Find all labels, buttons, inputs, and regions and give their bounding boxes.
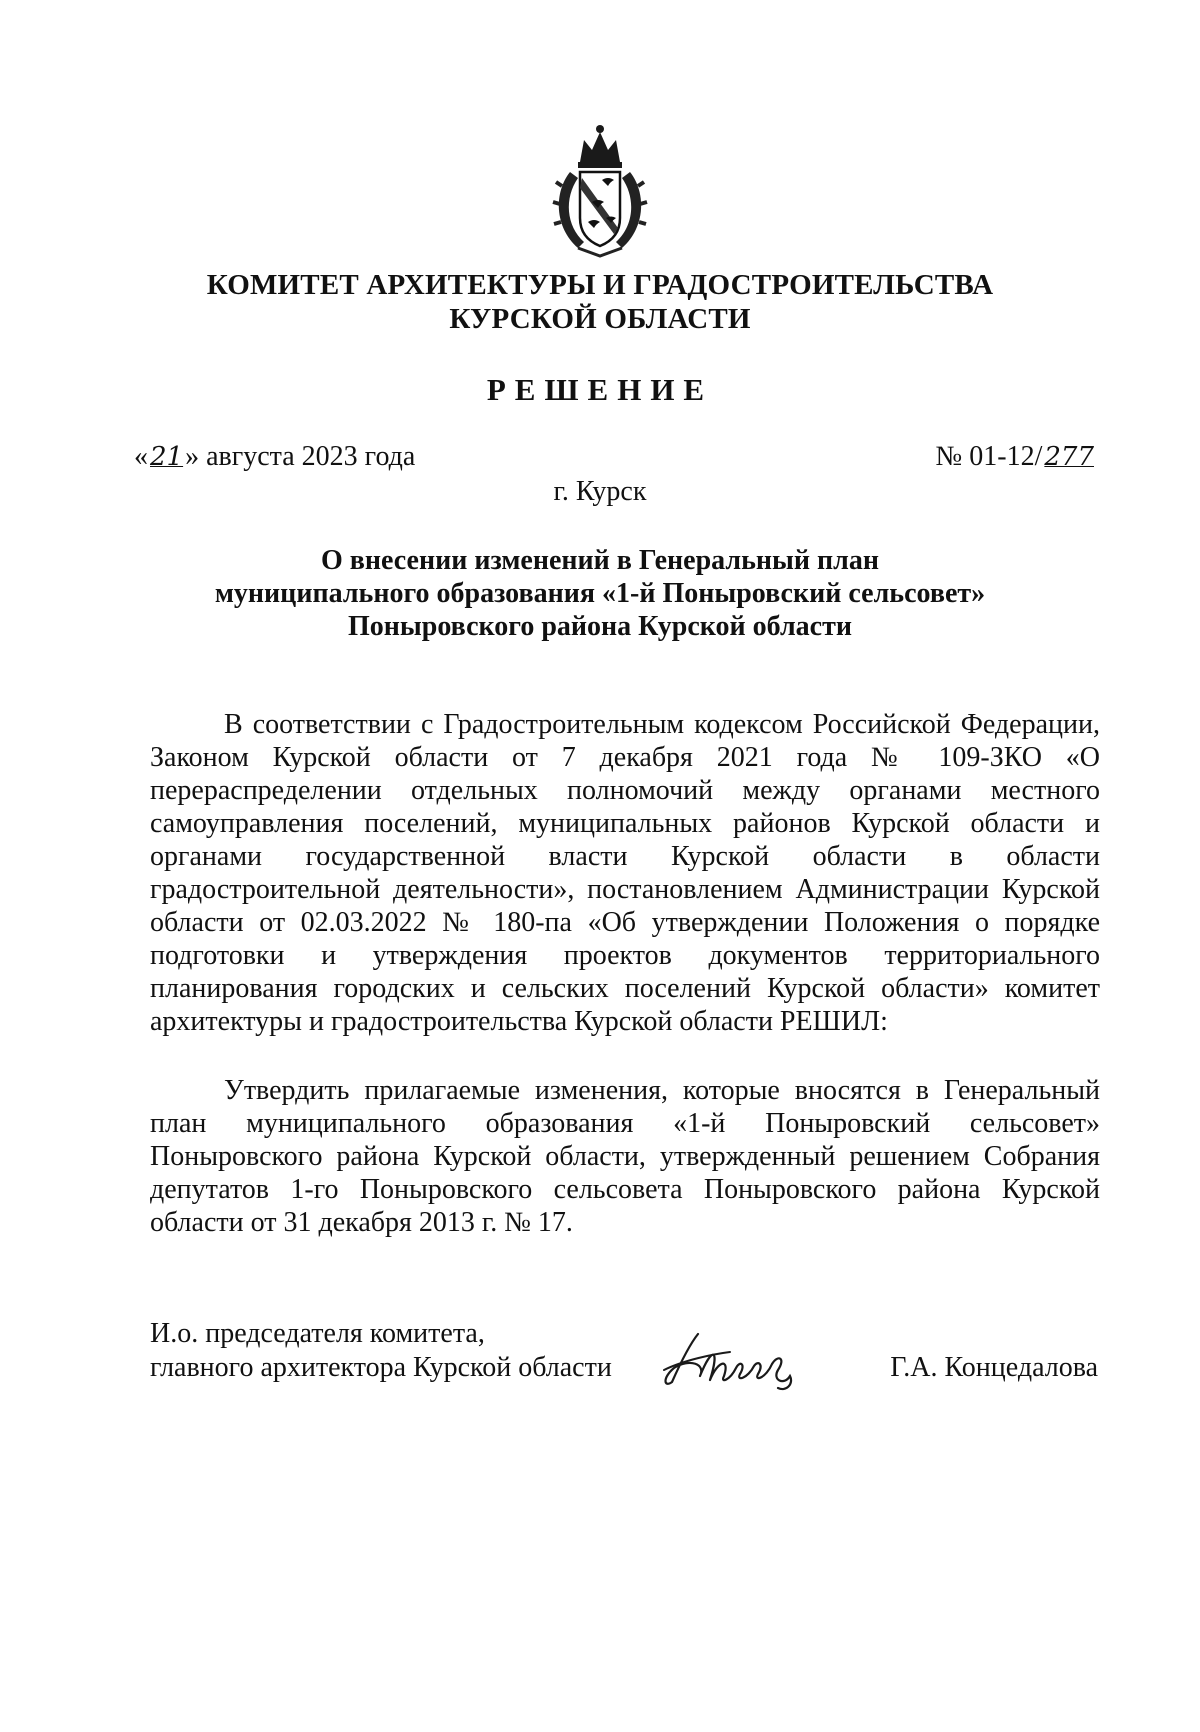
paragraph-text: Утвердить прилагаемые изменения, которые вносятся в Генеральный план муниципального образования «1-й Поныровский сельсовет» Поныровского района Курской области, утвержденный решением Собрания депутатов 1-го Поныровского сельсовета Поныровского района Курской области от 31 декабря 2013 г. № 17. (150, 1075, 1100, 1238)
body-paragraph-2 (150, 1074, 1100, 1239)
date-open-quote: « (134, 441, 148, 472)
organization-name-line1: КОМИТЕТ АРХИТЕКТУРЫ И ГРАДОСТРОИТЕЛЬСТВА (206, 269, 994, 301)
number-handwritten: 277 (1044, 442, 1094, 472)
body-paragraph-1 (150, 708, 1100, 1038)
coat-of-arms-icon (548, 122, 652, 262)
document-title-line1: О внесении изменений в Генеральный план (320, 545, 880, 576)
document-number (936, 441, 1096, 473)
signer-position-line2: главного архитектора Курской области (150, 1352, 612, 1383)
paragraph-text: В соответствии с Градостроительным кодексом Российской Федерации, Законом Курской области от 7 декабря 2021 года № 109-ЗКО «О перераспределении отдельных полномочий между органами местного самоуправления поселений, муниципальных районов Курской области и органами государственной власти Курской области в области градостроительной деятельности», постановлением Администрации Курской области от 02.03.2022 № 180-па «Об утверждении Положения о порядке подготовки и утверждения проектов документов территориального планирования городских и сельских поселений Курской области» комитет архитектуры и градостроительства Курской области РЕШИЛ: (150, 709, 1100, 1037)
document-type: РЕШЕНИЕ (486, 372, 714, 407)
document-title-line2: муниципального образования «1-й Поныровский сельсовет» (214, 578, 986, 609)
signer-name: Г.А. Концедалова (890, 1352, 1098, 1383)
document-date (134, 441, 415, 473)
document-title-line3: Поныровского района Курской области (348, 611, 852, 642)
handwritten-signature (660, 1324, 810, 1394)
document-city: г. Курск (553, 476, 647, 507)
date-day-handwritten: 21 (150, 442, 184, 472)
number-prefix: № 01-12/ (935, 441, 1043, 472)
date-rest: » августа 2023 года (185, 441, 416, 472)
organization-name-line2: КУРСКОЙ ОБЛАСТИ (449, 303, 751, 335)
signer-position-line1: И.о. председателя комитета, (150, 1318, 485, 1349)
